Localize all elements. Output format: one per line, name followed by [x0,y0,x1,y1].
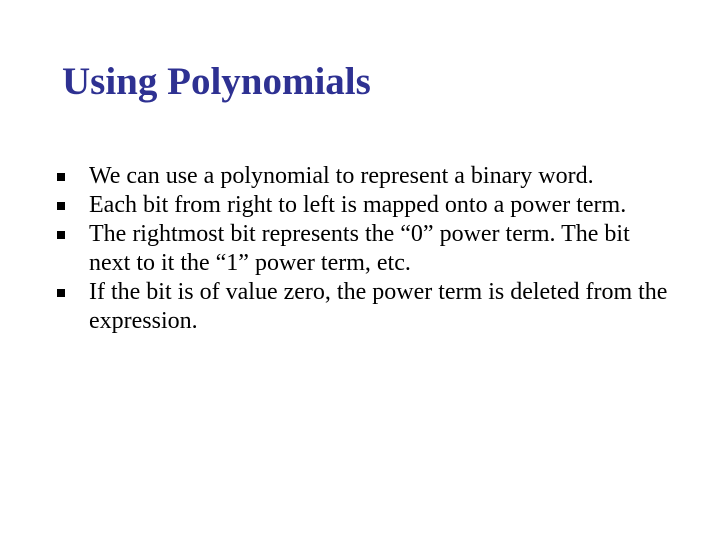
square-bullet-icon [57,231,65,239]
bullet-item [0,278,669,336]
square-bullet-icon [57,202,65,210]
bullet-item [0,220,669,278]
bullet-item [0,191,669,220]
square-bullet-icon [57,173,65,181]
bullet-item [0,162,669,191]
bullet-text: If the bit is of value zero, the power term is deleted from the expression. [89,279,668,334]
bullet-text: The rightmost bit represents the “0” power term. The bit next to it the “1” power term, etc. [89,221,630,276]
bullet-text: Each bit from right to left is mapped onto a power term. [89,192,627,218]
slide-title: Using Polynomials [62,60,371,103]
bullet-list [0,162,720,336]
bullet-text: We can use a polynomial to represent a binary word. [89,163,594,189]
square-bullet-icon [57,289,65,297]
